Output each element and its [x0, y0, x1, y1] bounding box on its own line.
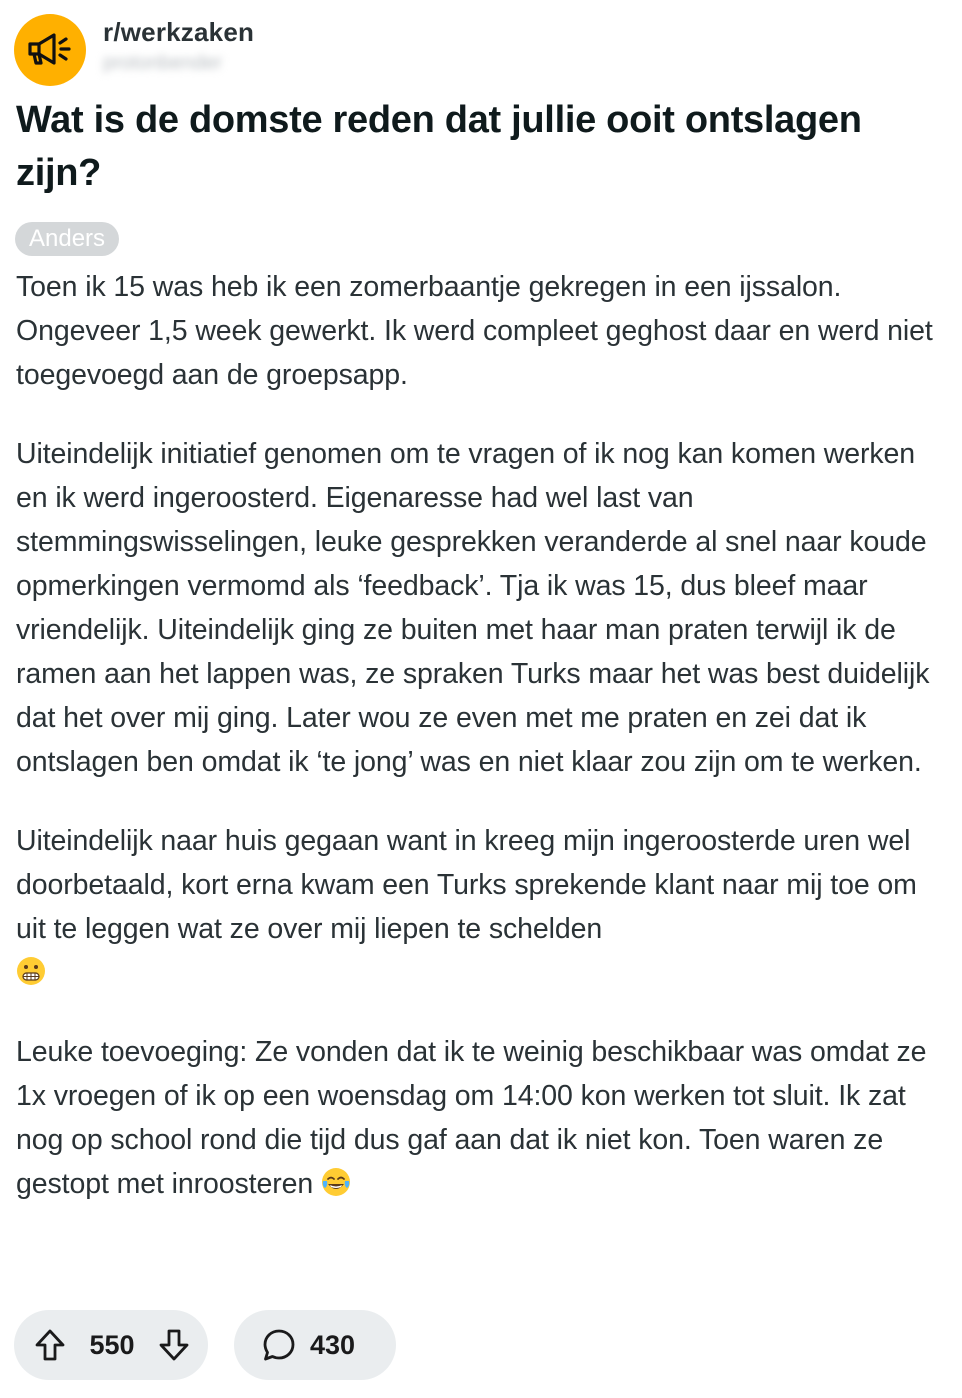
vote-count: 550	[89, 1329, 135, 1360]
upvote-icon	[34, 1328, 66, 1362]
post-body	[16, 265, 951, 1206]
post-paragraph	[16, 1030, 951, 1206]
post-author[interactable]: protonbender	[103, 52, 222, 74]
comment-icon	[262, 1328, 296, 1362]
downvote-button[interactable]	[158, 1328, 190, 1362]
paragraph-text: Uiteindelijk naar huis gegaan want in kreeg mijn ingeroosterde uren wel doorbetaald, kort erna kwam een Turks sprekende klant naar mij toe om uit te leggen wat ze over mij liepen te schelden	[16, 825, 917, 945]
downvote-icon	[158, 1328, 190, 1362]
post-flair[interactable]: Anders	[15, 222, 119, 256]
paragraph-text: Leuke toevoeging: Ze vonden dat ik te weinig beschikbaar was omdat ze 1x vroegen of ik op een woensdag om 14:00 kon werken tot sluit. Ik zat nog op school rond die tijd dus gaf aan dat ik niet kon. Toen waren ze gestopt met inroosteren	[16, 1036, 927, 1200]
subreddit-avatar[interactable]	[14, 14, 86, 86]
post-paragraph	[16, 819, 951, 995]
grimacing-face-emoji	[16, 956, 46, 986]
upvote-button[interactable]	[34, 1328, 66, 1362]
tears-of-joy-emoji	[321, 1167, 351, 1197]
post-paragraph: Toen ik 15 was heb ik een zomerbaantje gekregen in een ijssalon. Ongeveer 1,5 week gewerkt. Ik werd compleet geghost daar en werd niet toegevoegd aan de groepsapp.	[16, 271, 933, 391]
post-header	[14, 14, 254, 86]
post-actions	[14, 1310, 396, 1380]
subreddit-name[interactable]: r/werkzaken	[103, 17, 255, 47]
megaphone-icon	[27, 30, 73, 70]
comments-button[interactable]	[234, 1310, 396, 1380]
post-paragraph: Uiteindelijk initiatief genomen om te vragen of ik nog kan komen werken en ik werd ingeroosterd. Eigenaresse had wel last van stemmingswisselingen, leuke gesprekken veranderde al snel naar koude opmerkingen vermomd als ‘feedback’. Tja ik was 15, dus bleef maar vriendelijk. Uiteindelijk ging ze buiten met haar man praten terwijl ik de ramen aan het lappen was, ze spraken Turks maar het was best duidelijk dat het over mij ging. Later wou ze even met me praten en zei dat ik ontslagen ben omdat ik ‘te jong’ was en niet klaar zou zijn om te werken.	[16, 438, 930, 778]
vote-control	[14, 1310, 208, 1380]
comment-count: 430	[310, 1329, 356, 1360]
post-title[interactable]: Wat is de domste reden dat jullie ooit ontslagen zijn?	[16, 99, 862, 194]
